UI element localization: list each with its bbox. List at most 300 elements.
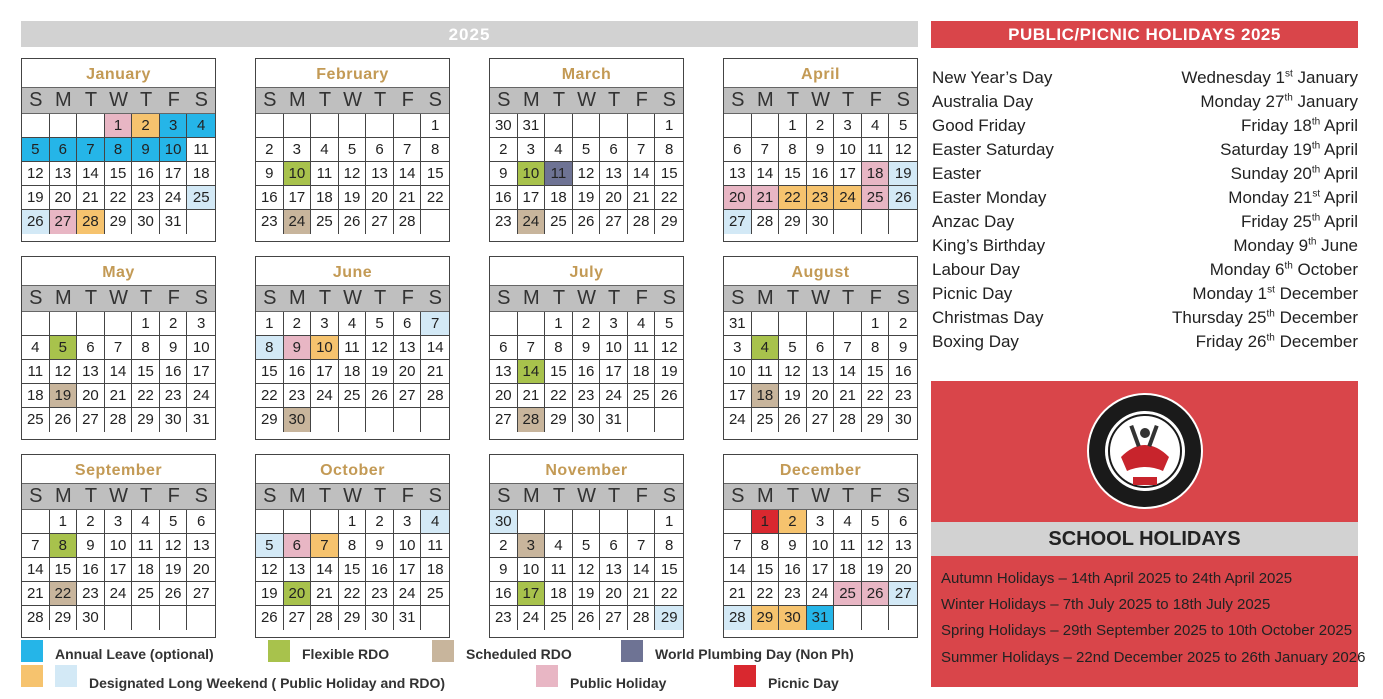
day-cell: 22 bbox=[50, 582, 78, 606]
empty-cell bbox=[22, 510, 50, 534]
day-cell: 14 bbox=[518, 360, 546, 384]
day-cell: 28 bbox=[421, 384, 449, 408]
school-holiday-spring: Spring Holidays – 29th September 2025 to 10th October 2025 bbox=[941, 622, 1353, 639]
day-cell: 29 bbox=[545, 408, 573, 432]
weekday-letter: T bbox=[786, 485, 800, 507]
day-cell: 3 bbox=[807, 510, 835, 534]
year-banner: 2025 bbox=[21, 21, 918, 47]
day-cell: 18 bbox=[834, 558, 862, 582]
day-cell: 16 bbox=[573, 360, 601, 384]
weekday-letter: W bbox=[343, 485, 362, 507]
day-cell: 17 bbox=[187, 360, 215, 384]
day-cell: 23 bbox=[132, 186, 160, 210]
day-cell: 8 bbox=[779, 138, 807, 162]
day-cell: 11 bbox=[862, 138, 890, 162]
month-title: March bbox=[561, 66, 612, 83]
day-cell: 27 bbox=[807, 408, 835, 432]
public-holiday-label: Public Holiday bbox=[570, 675, 667, 691]
day-cell: 11 bbox=[187, 138, 215, 162]
day-cell: 31 bbox=[394, 606, 422, 630]
day-cell: 4 bbox=[752, 336, 780, 360]
day-cell: 4 bbox=[834, 510, 862, 534]
day-cell: 25 bbox=[545, 606, 573, 630]
empty-cell bbox=[628, 114, 656, 138]
day-cell: 16 bbox=[77, 558, 105, 582]
public-holiday-swatch bbox=[536, 665, 558, 687]
weekday-letter: F bbox=[635, 287, 648, 309]
empty-cell bbox=[421, 408, 449, 432]
empty-cell bbox=[724, 510, 752, 534]
day-cell: 14 bbox=[77, 162, 105, 186]
holiday-date: Sunday 20th April bbox=[1230, 164, 1358, 183]
holiday-row bbox=[932, 332, 1358, 356]
weekday-letter: T bbox=[786, 89, 800, 111]
weekday-letter: F bbox=[401, 287, 414, 309]
day-grid bbox=[490, 312, 683, 432]
flexible-rdo-swatch bbox=[268, 640, 290, 662]
weekday-letter: F bbox=[869, 89, 882, 111]
day-cell: 15 bbox=[862, 360, 890, 384]
scheduled-rdo-label: Scheduled RDO bbox=[466, 646, 572, 662]
holiday-row bbox=[932, 212, 1358, 236]
day-grid bbox=[256, 312, 449, 432]
holiday-name: Easter Monday bbox=[932, 188, 1047, 207]
day-cell: 21 bbox=[518, 384, 546, 408]
day-cell: 4 bbox=[628, 312, 656, 336]
empty-cell bbox=[105, 312, 133, 336]
day-cell: 28 bbox=[628, 210, 656, 234]
day-cell: 24 bbox=[105, 582, 133, 606]
empty-cell bbox=[22, 312, 50, 336]
day-cell: 7 bbox=[421, 312, 449, 336]
day-cell: 26 bbox=[573, 210, 601, 234]
empty-cell bbox=[22, 114, 50, 138]
weekday-letter: M bbox=[289, 485, 306, 507]
day-cell: 15 bbox=[132, 360, 160, 384]
day-cell: 6 bbox=[366, 138, 394, 162]
day-cell: 2 bbox=[77, 510, 105, 534]
day-cell: 10 bbox=[600, 336, 628, 360]
day-cell: 8 bbox=[105, 138, 133, 162]
month-title: July bbox=[569, 264, 604, 281]
weekday-letter: W bbox=[109, 485, 128, 507]
day-cell: 26 bbox=[779, 408, 807, 432]
weekday-letter: W bbox=[811, 485, 830, 507]
day-cell: 26 bbox=[862, 582, 890, 606]
weekday-header bbox=[724, 483, 917, 510]
weekday-letter: S bbox=[497, 89, 511, 111]
day-cell: 3 bbox=[600, 312, 628, 336]
day-cell: 7 bbox=[394, 138, 422, 162]
day-cell: 28 bbox=[105, 408, 133, 432]
day-grid bbox=[490, 510, 683, 630]
holiday-date: Friday 26th December bbox=[1195, 332, 1358, 351]
day-cell: 11 bbox=[132, 534, 160, 558]
day-cell: 1 bbox=[132, 312, 160, 336]
day-cell: 20 bbox=[490, 384, 518, 408]
empty-cell bbox=[187, 210, 215, 234]
weekday-letter: T bbox=[786, 287, 800, 309]
weekday-letter: S bbox=[194, 89, 208, 111]
month-june bbox=[255, 256, 450, 440]
day-cell: 9 bbox=[160, 336, 188, 360]
public-holidays-title: PUBLIC/PICNIC HOLIDAYS 2025 bbox=[931, 21, 1358, 48]
day-cell: 29 bbox=[105, 210, 133, 234]
day-cell: 12 bbox=[655, 336, 683, 360]
day-cell: 18 bbox=[862, 162, 890, 186]
day-cell: 22 bbox=[655, 186, 683, 210]
day-cell: 8 bbox=[50, 534, 78, 558]
weekday-letter: S bbox=[662, 485, 676, 507]
day-cell: 9 bbox=[573, 336, 601, 360]
day-cell: 10 bbox=[834, 138, 862, 162]
day-cell: 21 bbox=[22, 582, 50, 606]
day-cell: 21 bbox=[421, 360, 449, 384]
day-cell: 6 bbox=[77, 336, 105, 360]
empty-cell bbox=[573, 510, 601, 534]
day-cell: 1 bbox=[752, 510, 780, 534]
day-cell: 14 bbox=[22, 558, 50, 582]
day-cell: 9 bbox=[256, 162, 284, 186]
month-title: January bbox=[86, 66, 151, 83]
holiday-row bbox=[932, 308, 1358, 332]
holiday-name: Easter Saturday bbox=[932, 140, 1054, 159]
day-cell: 19 bbox=[339, 186, 367, 210]
day-cell: 13 bbox=[490, 360, 518, 384]
day-cell: 30 bbox=[779, 606, 807, 630]
empty-cell bbox=[256, 510, 284, 534]
weekday-letter: W bbox=[343, 89, 362, 111]
day-cell: 2 bbox=[807, 114, 835, 138]
day-cell: 30 bbox=[366, 606, 394, 630]
month-march bbox=[489, 58, 684, 242]
day-cell: 22 bbox=[421, 186, 449, 210]
empty-cell bbox=[311, 114, 339, 138]
day-cell: 9 bbox=[366, 534, 394, 558]
day-cell: 22 bbox=[339, 582, 367, 606]
day-cell: 17 bbox=[311, 360, 339, 384]
day-cell: 18 bbox=[628, 360, 656, 384]
weekday-letter: M bbox=[757, 485, 774, 507]
day-cell: 30 bbox=[490, 114, 518, 138]
day-cell: 10 bbox=[807, 534, 835, 558]
day-cell: 19 bbox=[779, 384, 807, 408]
empty-cell bbox=[862, 606, 890, 630]
month-title: May bbox=[102, 264, 135, 281]
weekday-letter: M bbox=[757, 89, 774, 111]
school-holiday-winter: Winter Holidays – 7th July 2025 to 18th July 2025 bbox=[941, 596, 1271, 613]
weekday-header bbox=[22, 285, 215, 312]
day-cell: 27 bbox=[366, 210, 394, 234]
day-cell: 10 bbox=[187, 336, 215, 360]
day-cell: 24 bbox=[284, 210, 312, 234]
holiday-row bbox=[932, 92, 1358, 116]
day-cell: 7 bbox=[628, 138, 656, 162]
day-cell: 28 bbox=[311, 606, 339, 630]
weekday-header bbox=[256, 483, 449, 510]
day-cell: 5 bbox=[366, 312, 394, 336]
day-cell: 2 bbox=[889, 312, 917, 336]
weekday-letter: S bbox=[896, 287, 910, 309]
weekday-letter: T bbox=[373, 485, 387, 507]
school-holidays-title: SCHOOL HOLIDAYS bbox=[931, 522, 1358, 556]
day-cell: 20 bbox=[600, 186, 628, 210]
weekday-letter: T bbox=[139, 287, 153, 309]
day-cell: 5 bbox=[889, 114, 917, 138]
day-cell: 11 bbox=[545, 162, 573, 186]
weekday-letter: S bbox=[731, 287, 745, 309]
holiday-date: Friday 18th April bbox=[1240, 116, 1358, 135]
day-cell: 17 bbox=[600, 360, 628, 384]
day-cell: 26 bbox=[50, 408, 78, 432]
day-cell: 29 bbox=[779, 210, 807, 234]
empty-cell bbox=[889, 606, 917, 630]
day-cell: 31 bbox=[518, 114, 546, 138]
day-cell: 4 bbox=[545, 138, 573, 162]
weekday-letter: M bbox=[55, 287, 72, 309]
day-cell: 5 bbox=[573, 138, 601, 162]
day-cell: 24 bbox=[724, 408, 752, 432]
day-cell: 5 bbox=[160, 510, 188, 534]
empty-cell bbox=[77, 114, 105, 138]
holiday-row bbox=[932, 164, 1358, 188]
weekday-letter: W bbox=[577, 89, 596, 111]
weekday-letter: T bbox=[139, 89, 153, 111]
empty-cell bbox=[339, 114, 367, 138]
day-cell: 7 bbox=[105, 336, 133, 360]
day-cell: 4 bbox=[22, 336, 50, 360]
day-cell: 19 bbox=[573, 186, 601, 210]
day-cell: 12 bbox=[573, 162, 601, 186]
day-cell: 4 bbox=[311, 138, 339, 162]
holiday-date: Thursday 25th December bbox=[1172, 308, 1358, 327]
day-cell: 4 bbox=[862, 114, 890, 138]
day-cell: 31 bbox=[160, 210, 188, 234]
day-cell: 30 bbox=[77, 606, 105, 630]
weekday-letter: W bbox=[343, 287, 362, 309]
day-cell: 5 bbox=[573, 534, 601, 558]
weekday-letter: T bbox=[841, 89, 855, 111]
day-cell: 23 bbox=[284, 384, 312, 408]
day-cell: 24 bbox=[834, 186, 862, 210]
day-cell: 27 bbox=[490, 408, 518, 432]
month-august bbox=[723, 256, 918, 440]
day-cell: 20 bbox=[600, 582, 628, 606]
month-title: November bbox=[545, 462, 628, 479]
day-cell: 20 bbox=[77, 384, 105, 408]
day-cell: 21 bbox=[628, 582, 656, 606]
day-cell: 21 bbox=[77, 186, 105, 210]
day-cell: 22 bbox=[655, 582, 683, 606]
weekday-letter: S bbox=[29, 485, 43, 507]
day-cell: 15 bbox=[752, 558, 780, 582]
day-cell: 13 bbox=[77, 360, 105, 384]
day-cell: 16 bbox=[284, 360, 312, 384]
day-cell: 10 bbox=[311, 336, 339, 360]
day-cell: 29 bbox=[256, 408, 284, 432]
day-cell: 13 bbox=[284, 558, 312, 582]
day-cell: 13 bbox=[600, 558, 628, 582]
day-cell: 4 bbox=[187, 114, 215, 138]
day-cell: 22 bbox=[132, 384, 160, 408]
empty-cell bbox=[132, 606, 160, 630]
month-title: September bbox=[74, 462, 163, 479]
day-cell: 5 bbox=[862, 510, 890, 534]
empty-cell bbox=[284, 114, 312, 138]
day-cell: 24 bbox=[807, 582, 835, 606]
day-cell: 6 bbox=[889, 510, 917, 534]
day-cell: 12 bbox=[256, 558, 284, 582]
annual-leave-label: Annual Leave (optional) bbox=[55, 646, 214, 662]
holiday-date: Friday 25th April bbox=[1240, 212, 1358, 231]
weekday-header bbox=[22, 483, 215, 510]
day-cell: 13 bbox=[807, 360, 835, 384]
day-cell: 28 bbox=[628, 606, 656, 630]
day-cell: 14 bbox=[421, 336, 449, 360]
day-grid bbox=[724, 510, 917, 630]
holiday-name: New Year’s Day bbox=[932, 68, 1053, 87]
empty-cell bbox=[421, 210, 449, 234]
day-cell: 8 bbox=[256, 336, 284, 360]
day-cell: 25 bbox=[421, 582, 449, 606]
holiday-date: Monday 6th October bbox=[1209, 260, 1358, 279]
day-cell: 9 bbox=[284, 336, 312, 360]
month-december bbox=[723, 454, 918, 638]
weekday-letter: W bbox=[811, 287, 830, 309]
weekday-letter: F bbox=[401, 89, 414, 111]
day-cell: 20 bbox=[50, 186, 78, 210]
day-cell: 5 bbox=[50, 336, 78, 360]
day-cell: 29 bbox=[862, 408, 890, 432]
empty-cell bbox=[50, 114, 78, 138]
day-cell: 9 bbox=[807, 138, 835, 162]
day-cell: 1 bbox=[779, 114, 807, 138]
day-cell: 8 bbox=[339, 534, 367, 558]
day-cell: 17 bbox=[807, 558, 835, 582]
weekday-letter: S bbox=[29, 89, 43, 111]
day-cell: 10 bbox=[518, 162, 546, 186]
weekday-letter: M bbox=[55, 485, 72, 507]
day-cell: 26 bbox=[573, 606, 601, 630]
day-cell: 26 bbox=[256, 606, 284, 630]
holiday-name: Easter bbox=[932, 164, 982, 183]
day-cell: 16 bbox=[807, 162, 835, 186]
day-cell: 10 bbox=[105, 534, 133, 558]
day-cell: 23 bbox=[77, 582, 105, 606]
weekday-letter: S bbox=[263, 485, 277, 507]
day-cell: 15 bbox=[655, 162, 683, 186]
day-cell: 24 bbox=[518, 606, 546, 630]
day-cell: 7 bbox=[311, 534, 339, 558]
weekday-letter: F bbox=[869, 287, 882, 309]
day-cell: 18 bbox=[545, 582, 573, 606]
holiday-row bbox=[932, 188, 1358, 212]
picnic-day-label: Picnic Day bbox=[768, 675, 839, 691]
day-cell: 14 bbox=[394, 162, 422, 186]
empty-cell bbox=[545, 114, 573, 138]
day-cell: 28 bbox=[394, 210, 422, 234]
day-cell: 3 bbox=[284, 138, 312, 162]
day-cell: 24 bbox=[600, 384, 628, 408]
weekday-letter: T bbox=[552, 485, 566, 507]
day-cell: 22 bbox=[256, 384, 284, 408]
day-cell: 5 bbox=[779, 336, 807, 360]
day-cell: 9 bbox=[132, 138, 160, 162]
day-cell: 29 bbox=[50, 606, 78, 630]
empty-cell bbox=[779, 312, 807, 336]
empty-cell bbox=[421, 606, 449, 630]
day-cell: 3 bbox=[518, 138, 546, 162]
day-cell: 17 bbox=[834, 162, 862, 186]
day-cell: 16 bbox=[366, 558, 394, 582]
empty-cell bbox=[752, 312, 780, 336]
holiday-row bbox=[932, 260, 1358, 284]
day-cell: 20 bbox=[724, 186, 752, 210]
weekday-letter: F bbox=[635, 89, 648, 111]
day-grid bbox=[22, 114, 215, 234]
weekday-header bbox=[490, 483, 683, 510]
weekday-letter: T bbox=[318, 485, 332, 507]
empty-cell bbox=[834, 606, 862, 630]
day-cell: 22 bbox=[779, 186, 807, 210]
weekday-letter: F bbox=[869, 485, 882, 507]
day-cell: 12 bbox=[889, 138, 917, 162]
day-cell: 22 bbox=[752, 582, 780, 606]
weekday-letter: W bbox=[109, 89, 128, 111]
weekday-letter: M bbox=[55, 89, 72, 111]
empty-cell bbox=[600, 510, 628, 534]
holiday-date: Monday 21st April bbox=[1228, 188, 1358, 207]
day-cell: 19 bbox=[50, 384, 78, 408]
empty-cell bbox=[573, 114, 601, 138]
day-cell: 9 bbox=[490, 162, 518, 186]
month-title: February bbox=[316, 66, 389, 83]
month-february bbox=[255, 58, 450, 242]
day-cell: 12 bbox=[22, 162, 50, 186]
day-cell: 24 bbox=[187, 384, 215, 408]
day-cell: 25 bbox=[187, 186, 215, 210]
picnic-day-swatch bbox=[734, 665, 756, 687]
day-cell: 15 bbox=[50, 558, 78, 582]
school-holiday-summer: Summer Holidays – 22nd December 2025 to 26th January 2026 bbox=[941, 649, 1366, 666]
day-cell: 11 bbox=[311, 162, 339, 186]
day-cell: 19 bbox=[573, 582, 601, 606]
day-cell: 19 bbox=[256, 582, 284, 606]
day-cell: 3 bbox=[724, 336, 752, 360]
day-cell: 16 bbox=[889, 360, 917, 384]
day-cell: 30 bbox=[573, 408, 601, 432]
day-cell: 26 bbox=[655, 384, 683, 408]
day-cell: 7 bbox=[22, 534, 50, 558]
weekday-letter: S bbox=[263, 287, 277, 309]
weekday-letter: F bbox=[401, 485, 414, 507]
day-cell: 31 bbox=[724, 312, 752, 336]
day-cell: 14 bbox=[105, 360, 133, 384]
month-september bbox=[21, 454, 216, 638]
day-cell: 19 bbox=[862, 558, 890, 582]
holiday-date: Saturday 19th April bbox=[1220, 140, 1358, 159]
day-cell: 14 bbox=[311, 558, 339, 582]
day-cell: 1 bbox=[545, 312, 573, 336]
day-cell: 6 bbox=[807, 336, 835, 360]
long-weekend-label: Designated Long Weekend ( Public Holiday and RDO) bbox=[89, 675, 446, 691]
weekday-letter: M bbox=[289, 287, 306, 309]
weekday-letter: T bbox=[318, 89, 332, 111]
holiday-name: Boxing Day bbox=[932, 332, 1019, 351]
weekday-letter: T bbox=[607, 287, 621, 309]
day-cell: 16 bbox=[490, 186, 518, 210]
weekday-letter: F bbox=[167, 287, 180, 309]
